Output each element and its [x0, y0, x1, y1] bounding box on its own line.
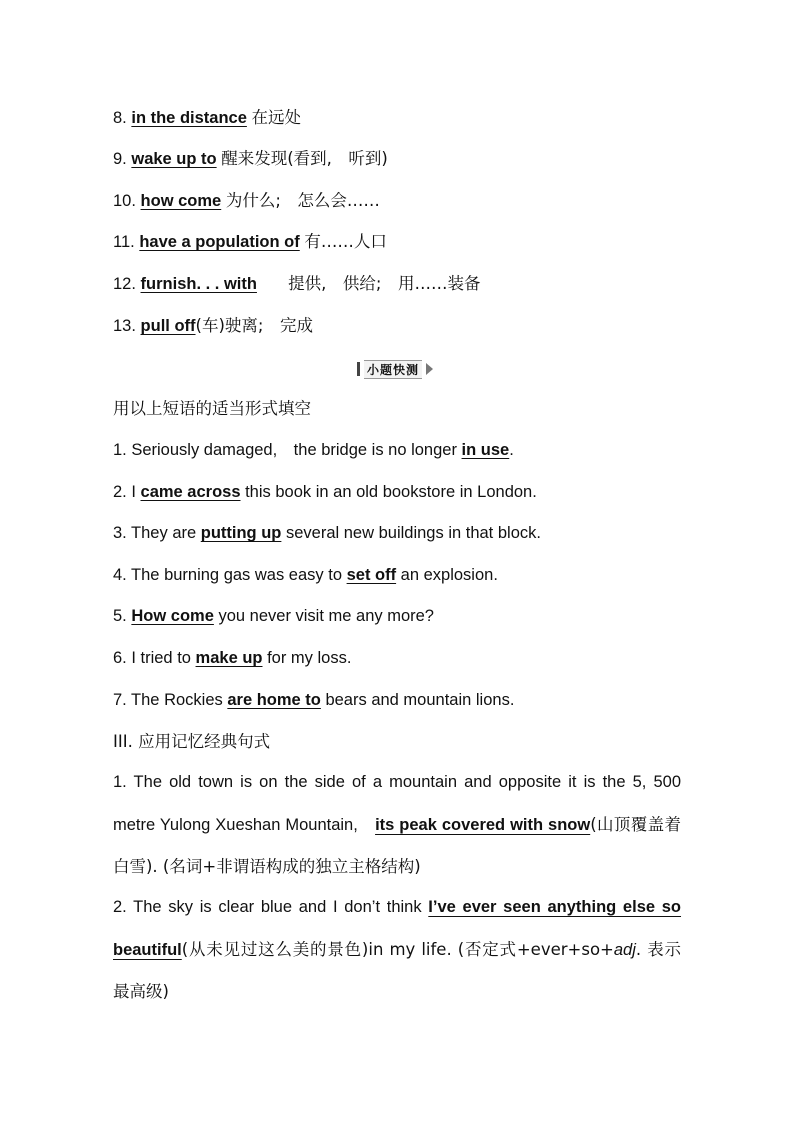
exercise-answer: in use [461, 441, 510, 459]
exercise-text: 3. They are [113, 524, 201, 542]
phrase-text: in the distance [131, 109, 247, 127]
phrase-meaning: 提供, 供给; 用……装备 [288, 274, 481, 293]
banner-label: 小题快测 [364, 360, 422, 379]
exercise-text: 7. The Rockies [113, 691, 228, 709]
sentence-text: (从未见过这么美的景色)in my life. (否定式+ever+so+ [181, 939, 614, 959]
exercise-answer: putting up [200, 524, 282, 542]
exercise-answer: set off [346, 566, 397, 584]
phrase-number: 11. [113, 233, 135, 251]
sentence-2 [113, 887, 681, 1014]
phrase-item-9 [113, 148, 388, 170]
exercise-3 [113, 522, 541, 544]
phrase-text: pull off [140, 317, 196, 335]
phrase-number: 13. [113, 317, 136, 335]
sentence-text: (山顶覆盖着白雪). (名词+非谓语构成的独立主格结构) [113, 814, 681, 876]
banner-bar [357, 362, 360, 376]
exercise-text: 4. The burning gas was easy to [113, 566, 347, 584]
exercise-2 [113, 481, 537, 503]
phrase-text: how come [140, 192, 222, 210]
phrase-meaning: 醒来发现(看到, 听到) [221, 149, 388, 168]
phrase-item-8 [113, 107, 301, 129]
exercise-text: you never visit me any more? [213, 607, 434, 625]
exercise-answer: are home to [227, 691, 321, 709]
exercise-1 [113, 439, 514, 461]
sentence-italic: adj [613, 940, 636, 959]
exercise-7 [113, 689, 514, 711]
exercise-6 [113, 647, 351, 669]
banner-arrow-icon [426, 363, 433, 375]
phrase-number: 12. [113, 275, 136, 293]
exercise-text: several new buildings in that block. [281, 524, 541, 542]
exercise-text: 2. I [113, 483, 141, 501]
phrase-item-13 [113, 315, 313, 337]
phrase-meaning: (车)驶离; 完成 [195, 316, 313, 335]
exercise-4 [113, 564, 498, 586]
exercise-text: 1. Seriously damaged, the bridge is no longer [113, 441, 462, 459]
phrase-number: 10. [113, 192, 136, 210]
phrase-meaning: 为什么; 怎么会…… [225, 191, 380, 210]
phrase-text: furnish. . . with [140, 275, 257, 293]
exercise-text: 6. I tried to [113, 649, 196, 667]
sentence-1 [113, 762, 681, 889]
exercise-text: this book in an old bookstore in London. [240, 483, 537, 501]
phrase-item-11 [113, 231, 387, 253]
section-title: III. 应用记忆经典句式 [113, 732, 271, 751]
exercise-5 [113, 605, 434, 627]
phrase-meaning: 有……人口 [304, 232, 387, 251]
sentence-text: 1. The old town is on the side of a mountain and opposite it is the 5, 500 metre Yulong Xueshan Mountain, [113, 773, 681, 834]
sentence-text: 2. The sky is clear blue and I don’t think [113, 898, 429, 916]
phrase-number: 9. [113, 150, 127, 168]
instruction: 用以上短语的适当形式填空 [113, 399, 311, 418]
sentence-answer: I’ve ever seen anything else so beautiful [113, 898, 682, 959]
exercise-text: for my loss. [262, 649, 352, 667]
exercise-text: an explosion. [396, 566, 498, 584]
phrase-text: have a population of [139, 233, 300, 251]
exercise-text: bears and mountain lions. [320, 691, 515, 709]
exercise-text: 5. [113, 607, 132, 625]
phrase-item-12 [113, 273, 480, 295]
sentence-text: . 表示最高级) [113, 939, 681, 1001]
exercise-answer: came across [140, 483, 241, 501]
quiz-banner [357, 360, 435, 378]
exercise-answer: How come [131, 607, 214, 625]
phrase-item-10 [113, 190, 380, 212]
sentence-answer: its peak covered with snow [375, 815, 591, 834]
phrase-meaning: 在远处 [251, 108, 301, 127]
phrase-number: 8. [113, 109, 127, 127]
phrase-text: wake up to [131, 150, 217, 168]
exercise-answer: make up [195, 649, 263, 667]
exercise-text: . [509, 441, 514, 459]
